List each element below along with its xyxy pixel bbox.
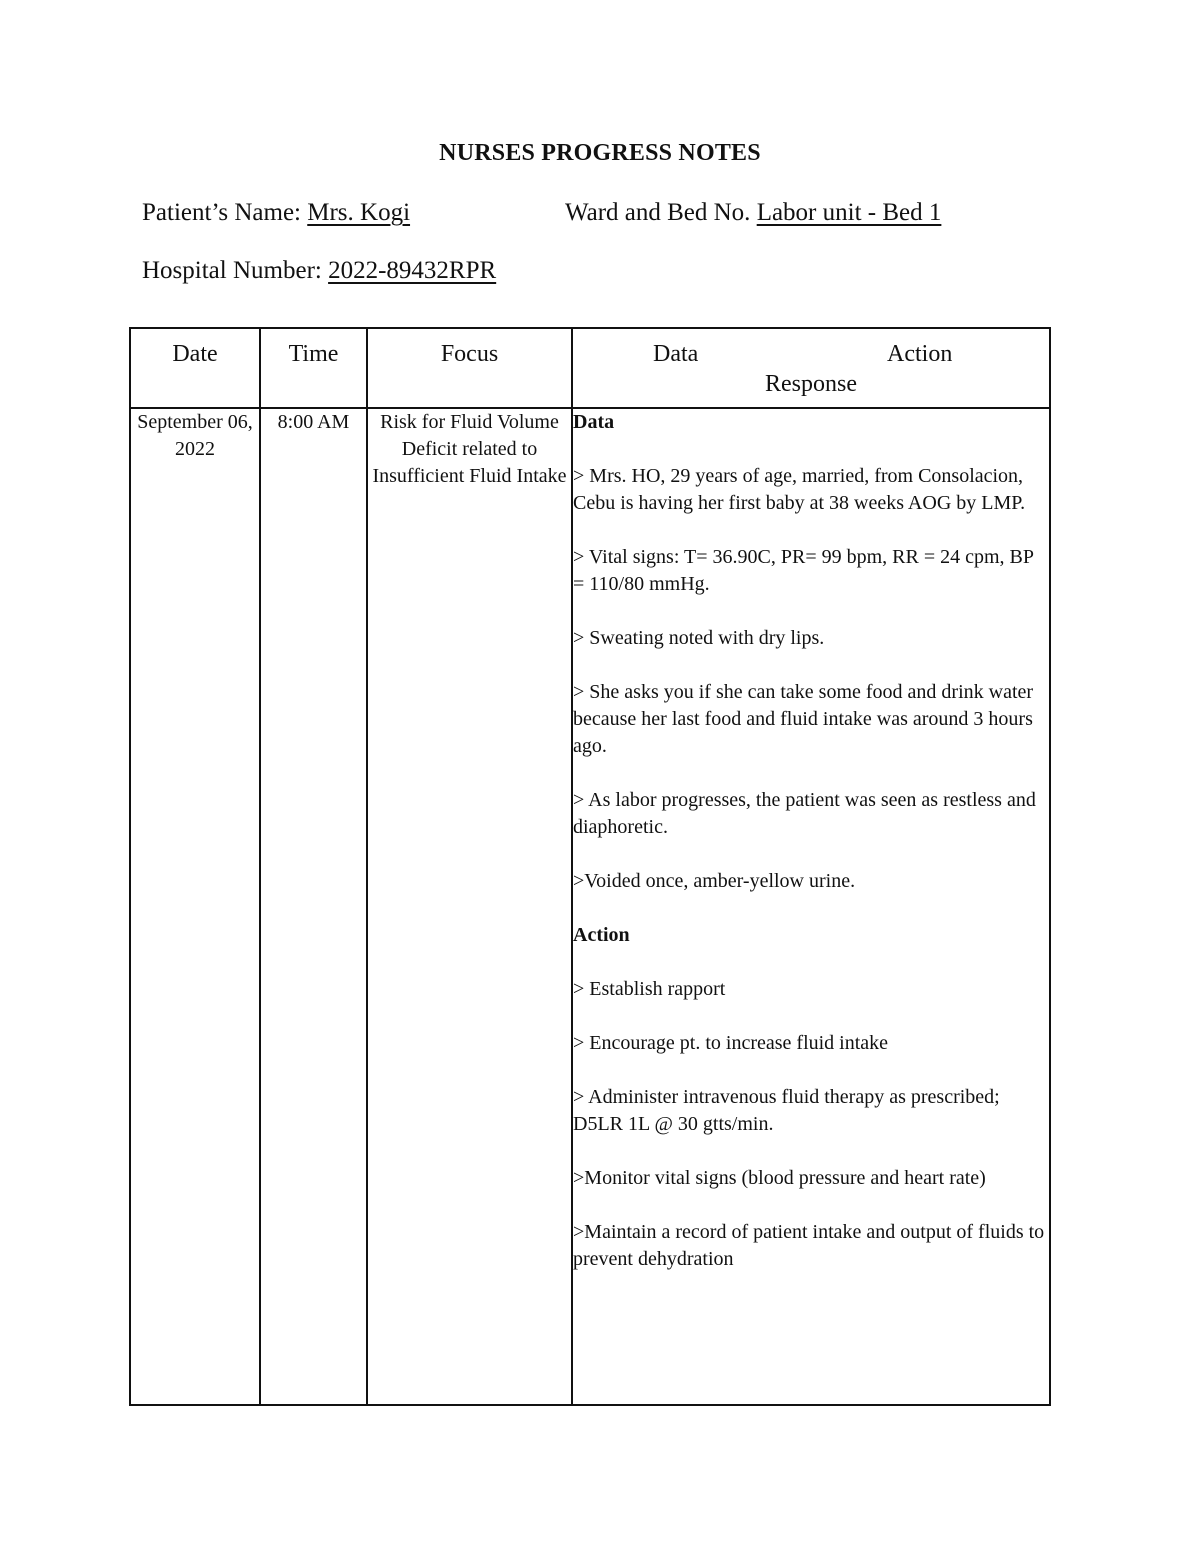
header-dar — [572, 328, 1050, 408]
header-action: Action — [887, 341, 953, 367]
cell-date: September 06, 2022 — [130, 408, 260, 1405]
data-item: > Sweating noted with dry lips. — [573, 627, 825, 649]
cell-focus: Risk for Fluid Volume Deficit related to Insufficient Fluid Intake — [367, 408, 572, 1405]
data-item: > She asks you if she can take some food and drink water because her last food and fluid intake was around 3 hours ago. — [573, 681, 1034, 757]
hospital-number-value: 2022-89432RPR — [328, 257, 497, 284]
header-response: Response — [765, 371, 857, 397]
hospital-number-label: Hospital Number: — [142, 257, 322, 284]
data-item: >Voided once, amber-yellow urine. — [573, 870, 856, 892]
cell-dar — [572, 408, 1050, 1405]
hospital-number-field — [142, 257, 496, 285]
progress-notes-table — [129, 327, 1051, 1406]
header-date: Date — [130, 328, 260, 408]
ward-bed-label: Ward and Bed No. — [565, 199, 751, 226]
patient-name-field — [142, 199, 410, 227]
action-item: >Monitor vital signs (blood pressure and heart rate) — [573, 1167, 986, 1189]
data-item: > Mrs. HO, 29 years of age, married, from Consolacion, Cebu is having her first baby at 38 weeks AOG by LMP. — [573, 465, 1026, 514]
action-item: > Encourage pt. to increase fluid intake — [573, 1032, 889, 1054]
data-heading: Data — [573, 411, 615, 433]
ward-bed-field — [565, 199, 941, 227]
patient-name-value: Mrs. Kogi — [307, 199, 411, 226]
header-time: Time — [260, 328, 367, 408]
header-data: Data — [653, 341, 699, 367]
table-header-row — [130, 328, 1050, 408]
header-focus: Focus — [367, 328, 572, 408]
patient-name-label: Patient’s Name: — [142, 199, 301, 226]
action-heading: Action — [573, 924, 630, 946]
cell-time: 8:00 AM — [260, 408, 367, 1405]
data-item: > As labor progresses, the patient was seen as restless and diaphoretic. — [573, 789, 1036, 838]
table-row — [130, 408, 1050, 1405]
ward-bed-value: Labor unit - Bed 1 — [756, 199, 942, 226]
data-item: > Vital signs: T= 36.90C, PR= 99 bpm, RR = 24 cpm, BP = 110/80 mmHg. — [573, 546, 1034, 595]
action-item: > Establish rapport — [573, 978, 726, 1000]
action-item: >Maintain a record of patient intake and output of fluids to prevent dehydration — [573, 1221, 1045, 1270]
action-item: > Administer intravenous fluid therapy as prescribed; D5LR 1L @ 30 gtts/min. — [573, 1086, 1000, 1135]
page-title: NURSES PROGRESS NOTES — [439, 140, 761, 166]
